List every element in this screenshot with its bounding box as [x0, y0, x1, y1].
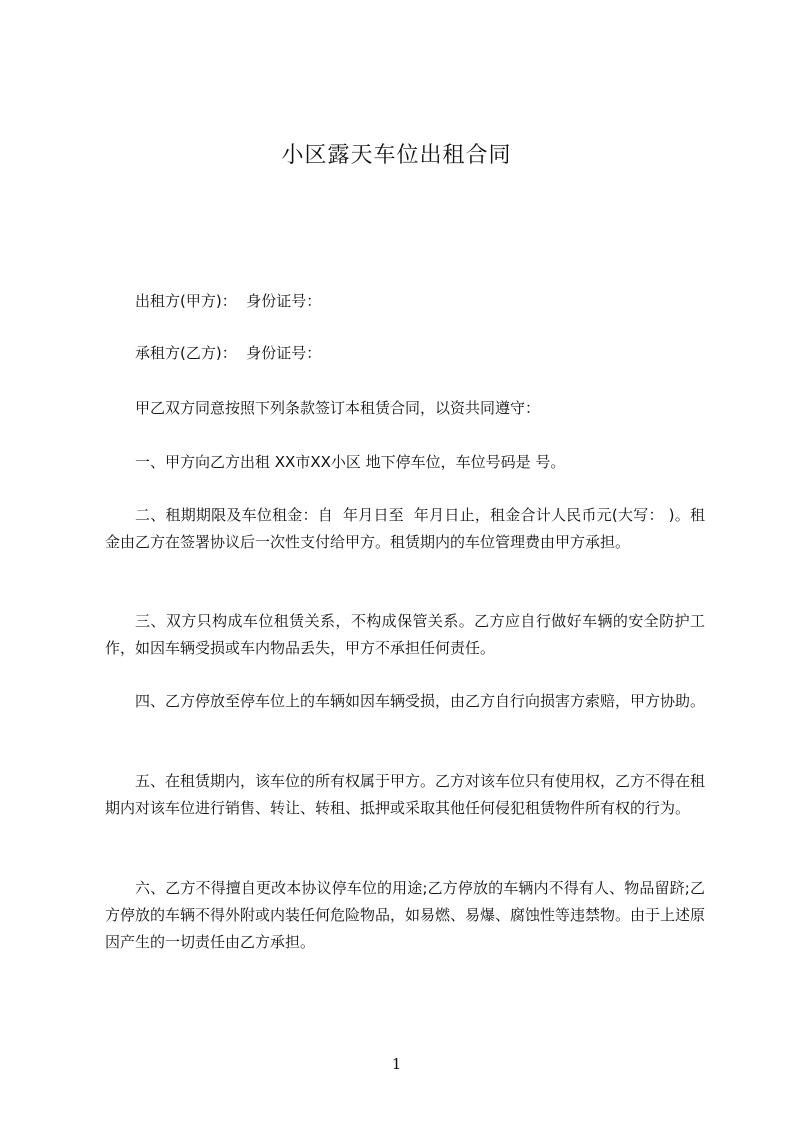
- page-number: 1: [391, 1055, 402, 1073]
- clause-4: 四、乙方停放至停车位上的车辆如因车辆受损，由乙方自行向损害方索赔，甲方协助。: [135, 692, 706, 710]
- clause-5: 五、在租赁期内，该车位的所有权属于甲方。乙方对该车位只有使用权，乙方不得在租期内对该车位进行销售、转让、转租、抵押或采取其他任何侵犯租赁物件所有权的行为。: [105, 772, 706, 817]
- document-title: 小区露天车位出租合同: [281, 143, 512, 168]
- clause-2: 二、租期期限及车位租金：自 年月日至 年月日止，租金合计人民币元(大写： )。租金由乙方在签署协议后一次性支付给甲方。租赁期内的车位管理费由甲方承担。: [105, 506, 705, 551]
- clause-3: 三、双方只构成车位租赁关系，不构成保管关系。乙方应自行做好车辆的安全防护工作，如因车辆受损或车内物品丢失，甲方不承担任何责任。: [105, 612, 705, 657]
- lessee-line: 承租方(乙方)： 身份证号：: [135, 344, 322, 362]
- clause-6: 六、乙方不得擅自更改本协议停车位的用途;乙方停放的车辆内不得有人、物品留跻;乙方停放的车辆不得外附或内装任何危险物品，如易燃、易爆、腐蚀性等违禁物。由于上述原因产生的一切责任由乙方承担。: [105, 879, 706, 951]
- clause-1: 一、甲方向乙方出租 XX市XX小区 地下停车位，车位号码是 号。: [135, 453, 566, 471]
- lessor-line: 出租方(甲方)： 身份证号：: [135, 292, 322, 310]
- preamble: 甲乙双方同意按照下列条款签订本租赁合同，以资共同遵守：: [135, 399, 541, 417]
